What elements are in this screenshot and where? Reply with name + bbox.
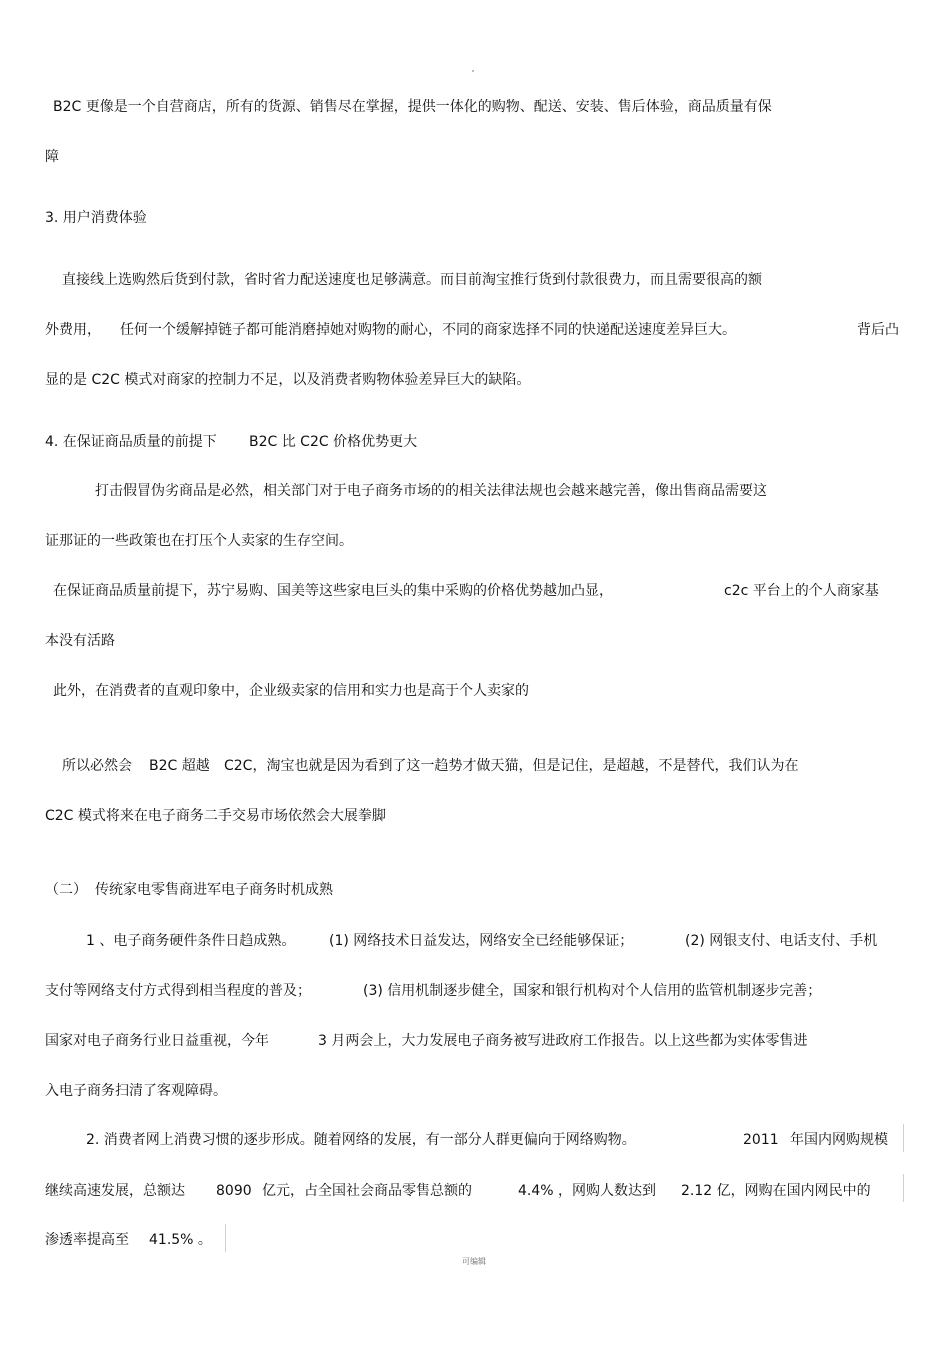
text-segment: B2C 更像是一个自营商店，所有的货源、销售尽在掌握，提供一体化的购物、配送、安装、售后体验，商品质量有保 (53, 99, 772, 115)
text-segment: 证那证的一些政策也在打压个人卖家的生存空间。 (45, 533, 353, 549)
text-segment: 传统家电零售商进军电子商务时机成熟 (95, 882, 333, 898)
text-segment: 2.12 亿，网购在国内网民中的 (681, 1183, 871, 1199)
text-segment: 继续高速发展，总额达 (45, 1183, 185, 1199)
text-segment: 在保证商品质量前提下，苏宁易购、国美等这些家电巨头的集中采购的价格优势越加凸显， (53, 583, 613, 599)
text-segment: 渗透率提高至 (45, 1232, 129, 1248)
text-segment: 任何一个缓解掉链子都可能消磨掉她对购物的耐心，不同的商家选择不同的快递配送速度差异巨大。 (120, 322, 736, 338)
text-segment: (1) 网络技术日益发达，网络安全已经能够保证； (329, 933, 634, 949)
text-segment: B2C 超越 (149, 758, 210, 774)
text-segment: 2011 (743, 1132, 779, 1148)
text-segment: (2) 网银支付、电话支付、手机 (685, 933, 878, 949)
table-border (903, 1124, 904, 1152)
text-segment: 年国内网购规模 (790, 1132, 888, 1148)
text-segment: 国家对电子商务行业日益重视，今年 (45, 1033, 269, 1049)
text-segment: 直接线上选购然后货到付款，省时省力配送速度也足够满意。而目前淘宝推行货到付款很费力，而且需要很高的额 (62, 272, 762, 288)
text-segment: C2C 模式将来在电子商务二手交易市场依然会大展拳脚 (45, 808, 386, 824)
text-segment: 4. 在保证商品质量的前提下 (45, 434, 217, 450)
text-segment: 打击假冒伪劣商品是必然，相关部门对于电子商务市场的的相关法律法规也会越来越完善，像出售商品需要这 (95, 483, 767, 499)
footer-label: 可编辑 (462, 1257, 486, 1266)
text-segment: 亿元，占全国社会商品零售总额的 (262, 1183, 472, 1199)
text-segment: 8090 (216, 1183, 252, 1199)
table-border (225, 1224, 226, 1252)
text-segment: 所以必然会 (62, 758, 132, 774)
text-segment: 2. 消费者网上消费习惯的逐步形成。随着网络的发展，有一部分人群更偏向于网络购物。 (86, 1132, 636, 1148)
text-segment: 3. 用户消费体验 (45, 210, 147, 226)
text-segment: (3) 信用机制逐步健全，国家和银行机构对个人信用的监管机制逐步完善； (363, 983, 822, 999)
text-segment: 3 月两会上，大力发展电子商务被写进政府工作报告。以上这些都为实体零售进 (318, 1033, 808, 1049)
text-segment: 此外，在消费者的直观印象中，企业级卖家的信用和实力也是高于个人卖家的 (53, 683, 529, 699)
text-segment: 支付等网络支付方式得到相当程度的普及； (45, 983, 311, 999)
text-segment: 本没有活路 (45, 633, 115, 649)
text-segment: 入电子商务扫清了客观障碍。 (45, 1083, 227, 1099)
text-segment: 显的是 C2C 模式对商家的控制力不足，以及消费者购物体验差异巨大的缺陷。 (45, 372, 531, 388)
text-segment: 外费用， (45, 322, 101, 338)
text-segment: 4.4% ，网购人数达到 (518, 1183, 657, 1199)
table-border (903, 1174, 904, 1202)
text-segment: 背后凸 (857, 322, 899, 338)
text-segment: 障 (45, 149, 59, 165)
text-segment: C2C，淘宝也就是因为看到了这一趋势才做天猫，但是记住，是超越，不是替代，我们认为在 (224, 758, 799, 774)
text-segment: （二） (45, 882, 87, 898)
text-segment: B2C 比 C2C 价格优势更大 (249, 434, 418, 450)
text-segment: 41.5% 。 (149, 1232, 212, 1248)
text-segment: c2c 平台上的个人商家基 (724, 583, 879, 599)
text-segment: 1 、电子商务硬件条件日趋成熟。 (86, 933, 296, 949)
header-mark (472, 70, 474, 72)
